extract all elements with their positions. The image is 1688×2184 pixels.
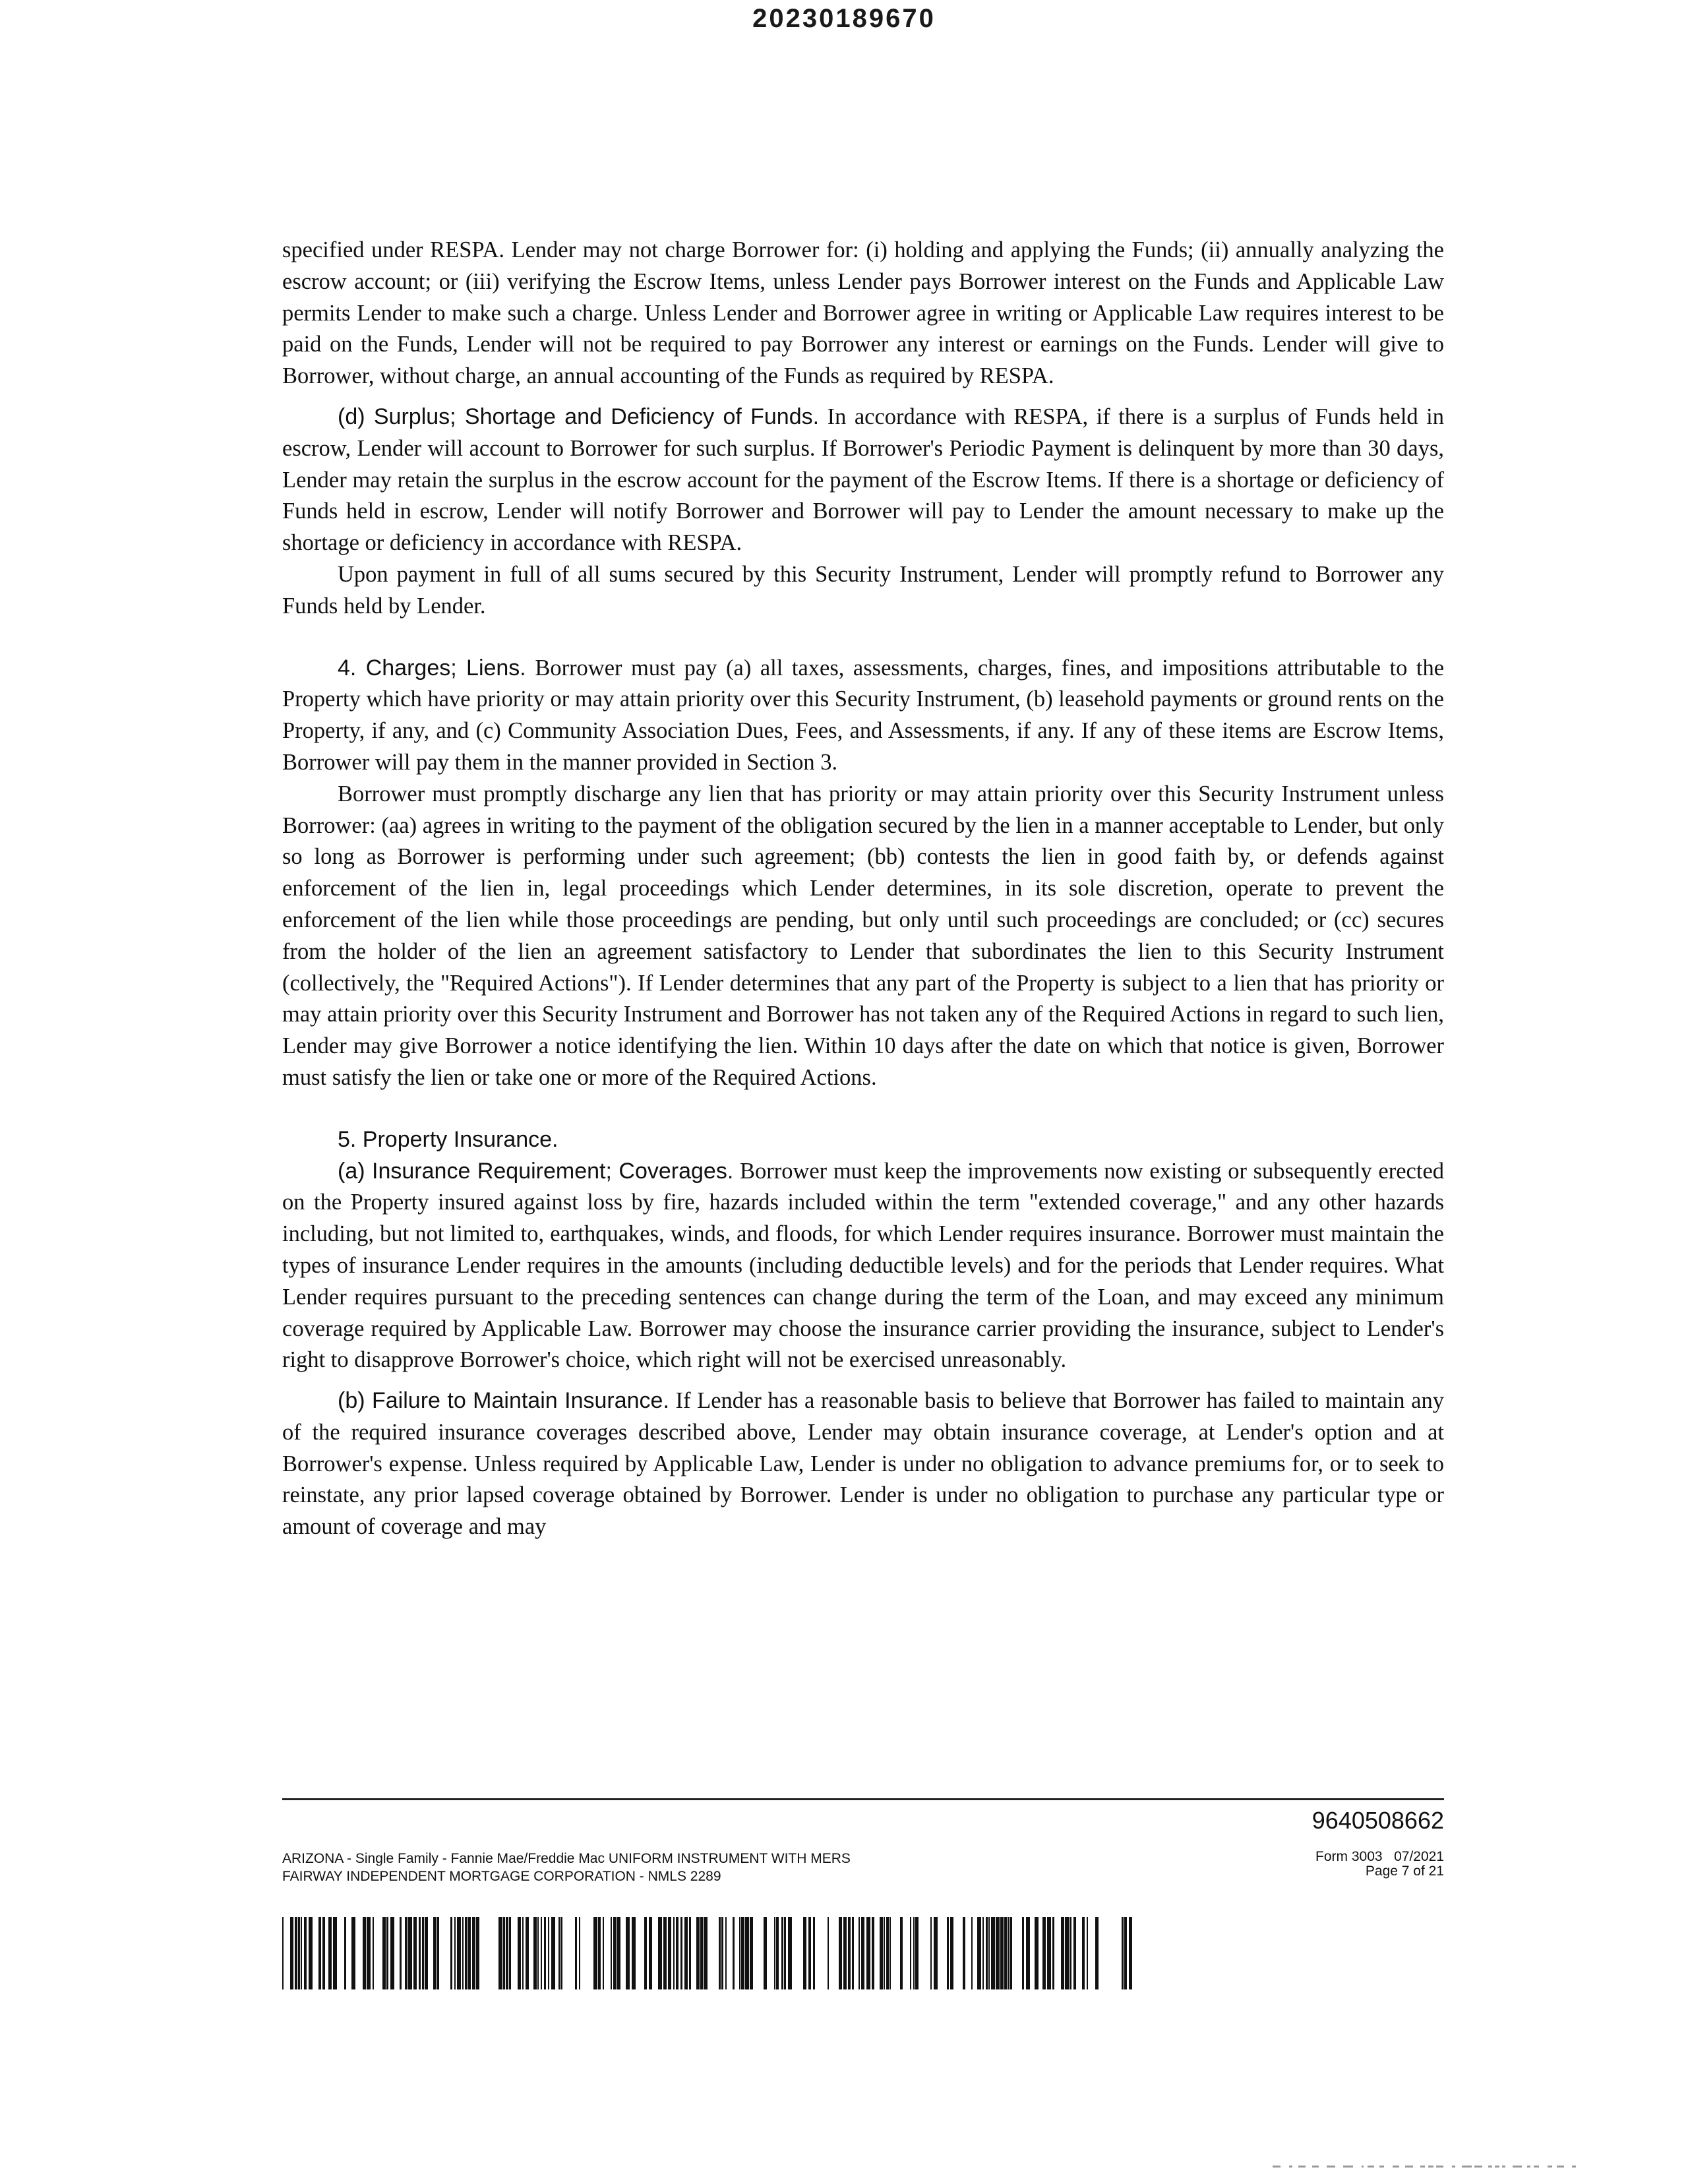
paragraph-text: Borrower must keep the improvements now existing or subsequently erected on the Property insured against loss by fire, hazards included within the term "extended coverage," and any other hazards including, but not limited to, earthquakes, winds, and floods, for which Lender requires insurance. Borrower must maintain the types of insurance Lender requires in the amounts (including deductible levels) and for the periods that Lender requires. What Lender requires pursuant to the preceding sentences can change during the term of the Loan, and may exceed any minimum coverage required by Applicable Law. Borrower may choose the insurance carrier providing the insurance, subject to Lender's right to disapprove Borrower's choice, which right will not be exercised unreasonably. [282,1158,1445,1373]
scan-artifact [1273,2165,1576,2169]
section-heading-insurance-requirement: (a) Insurance Requirement; Coverages. [338,1158,734,1184]
section-heading-property-insurance [282,1124,1444,1156]
section-heading-charges-liens: 4. Charges; Liens. [338,655,526,681]
section-heading-failure-to-maintain: (b) Failure to Maintain Insurance. [338,1388,669,1414]
paragraph-escrow-charges: specified under RESPA. Lender may not charge Borrower for: (i) holding and applying the Funds; (ii) annually analyzing the escrow account; or (iii) verifying the Escrow Items, unless Lender pays Borrower interest on the Funds and Applicable Law permits Lender to make such a charge. Unless Lender and Borrower agree in writing or Applicable Law requires interest to be paid on the Funds, Lender will not be required to pay Borrower any interest or earnings on the Funds. Lender will give to Borrower, without charge, an annual accounting of the Funds as required by RESPA. [282,237,1444,389]
paragraph-text: If Lender has a reasonable basis to believe that Borrower has failed to maintain any of the required insurance coverages described above, Lender may obtain insurance coverage, at Lender's option and at Borrower's expense. Unless required by Applicable Law, Lender is under no obligation to advance premiums for, or to seek to reinstate, any prior lapsed coverage obtained by Borrower. Lender is under no obligation to purchase any particular type or amount of coverage and may [282,1388,1444,1540]
paragraph-failure-to-maintain [282,1385,1444,1543]
paragraph-surplus [282,402,1444,559]
footer-divider [282,1798,1444,1800]
form-number: Form 3003 07/2021 [1315,1849,1444,1864]
paragraph-lien-discharge: Borrower must promptly discharge any lien that has priority or may attain priority over this Security Instrument unless Borrower: (aa) agrees in writing to the payment of the obligation secured by the lien in a manner acceptable to Lender, but only so long as Borrower is performing under such agreement; (bb) contests the lien in good faith by, or defends against enforcement of the lien in, legal proceedings which Lender determines, in its sole discretion, operate to prevent the enforcement of the lien while those proceedings are pending, but only until such proceedings are concluded; or (cc) secures from the holder of the lien an agreement satisfactory to Lender that subordinates the lien to this Security Instrument (collectively, the "Required Actions"). If Lender determines that any part of the Property is subject to a lien that has priority or may attain priority over this Security Instrument and Borrower has not taken any of the Required Actions in regard to such lien, Lender may give Borrower a notice identifying the lien. Within 10 days after the date on which that notice is given, Borrower must satisfy the lien or take one or more of the Required Actions. [282,781,1444,1090]
paragraph-insurance-requirement [282,1156,1444,1377]
form-title: ARIZONA - Single Family - Fannie Mae/Freddie Mac UNIFORM INSTRUMENT WITH MERS [282,1851,851,1866]
footer-page-info [1315,1850,1444,1879]
paragraph-text: In accordance with RESPA, if there is a surplus of Funds held in escrow, Lender will account to Borrower for such surplus. If Borrower's Periodic Payment is delinquent by more than 30 days, Lender may retain the surplus in the escrow account for the payment of the Escrow Items. If there is a shortage or deficiency of Funds held in escrow, Lender will notify Borrower and Borrower will pay to Lender the amount necessary to make up the shortage or deficiency in accordance with RESPA. [282,404,1445,556]
footer-form-info [282,1850,851,1885]
recording-number: 20230189670 [752,4,936,33]
loan-number: 9640508662 [1311,1807,1444,1834]
section-heading-text: 5. Property Insurance. [338,1126,558,1152]
paragraph-charges-liens [282,653,1444,779]
barcode-image [282,1917,1139,1989]
paragraph-refund: Upon payment in full of all sums secured by this Security Instrument, Lender will promptly refund to Borrower any Funds held by Lender. [282,561,1444,619]
page-number: Page 7 of 21 [1365,1864,1444,1879]
paragraph-text: Borrower must pay (a) all taxes, assessments, charges, fines, and impositions attributable to the Property which have priority or may attain priority over this Security Instrument, (b) leasehold payments or ground rents on the Property, if any, and (c) Community Association Dues, Fees, and Assessments, if any. If any of these items are Escrow Items, Borrower will pay them in the manner provided in Section 3. [282,655,1445,775]
lender-name: FAIRWAY INDEPENDENT MORTGAGE CORPORATION - NMLS 2289 [282,1869,721,1884]
document-body [282,235,1444,1543]
section-heading-surplus: (d) Surplus; Shortage and Deficiency of Funds. [338,404,820,429]
